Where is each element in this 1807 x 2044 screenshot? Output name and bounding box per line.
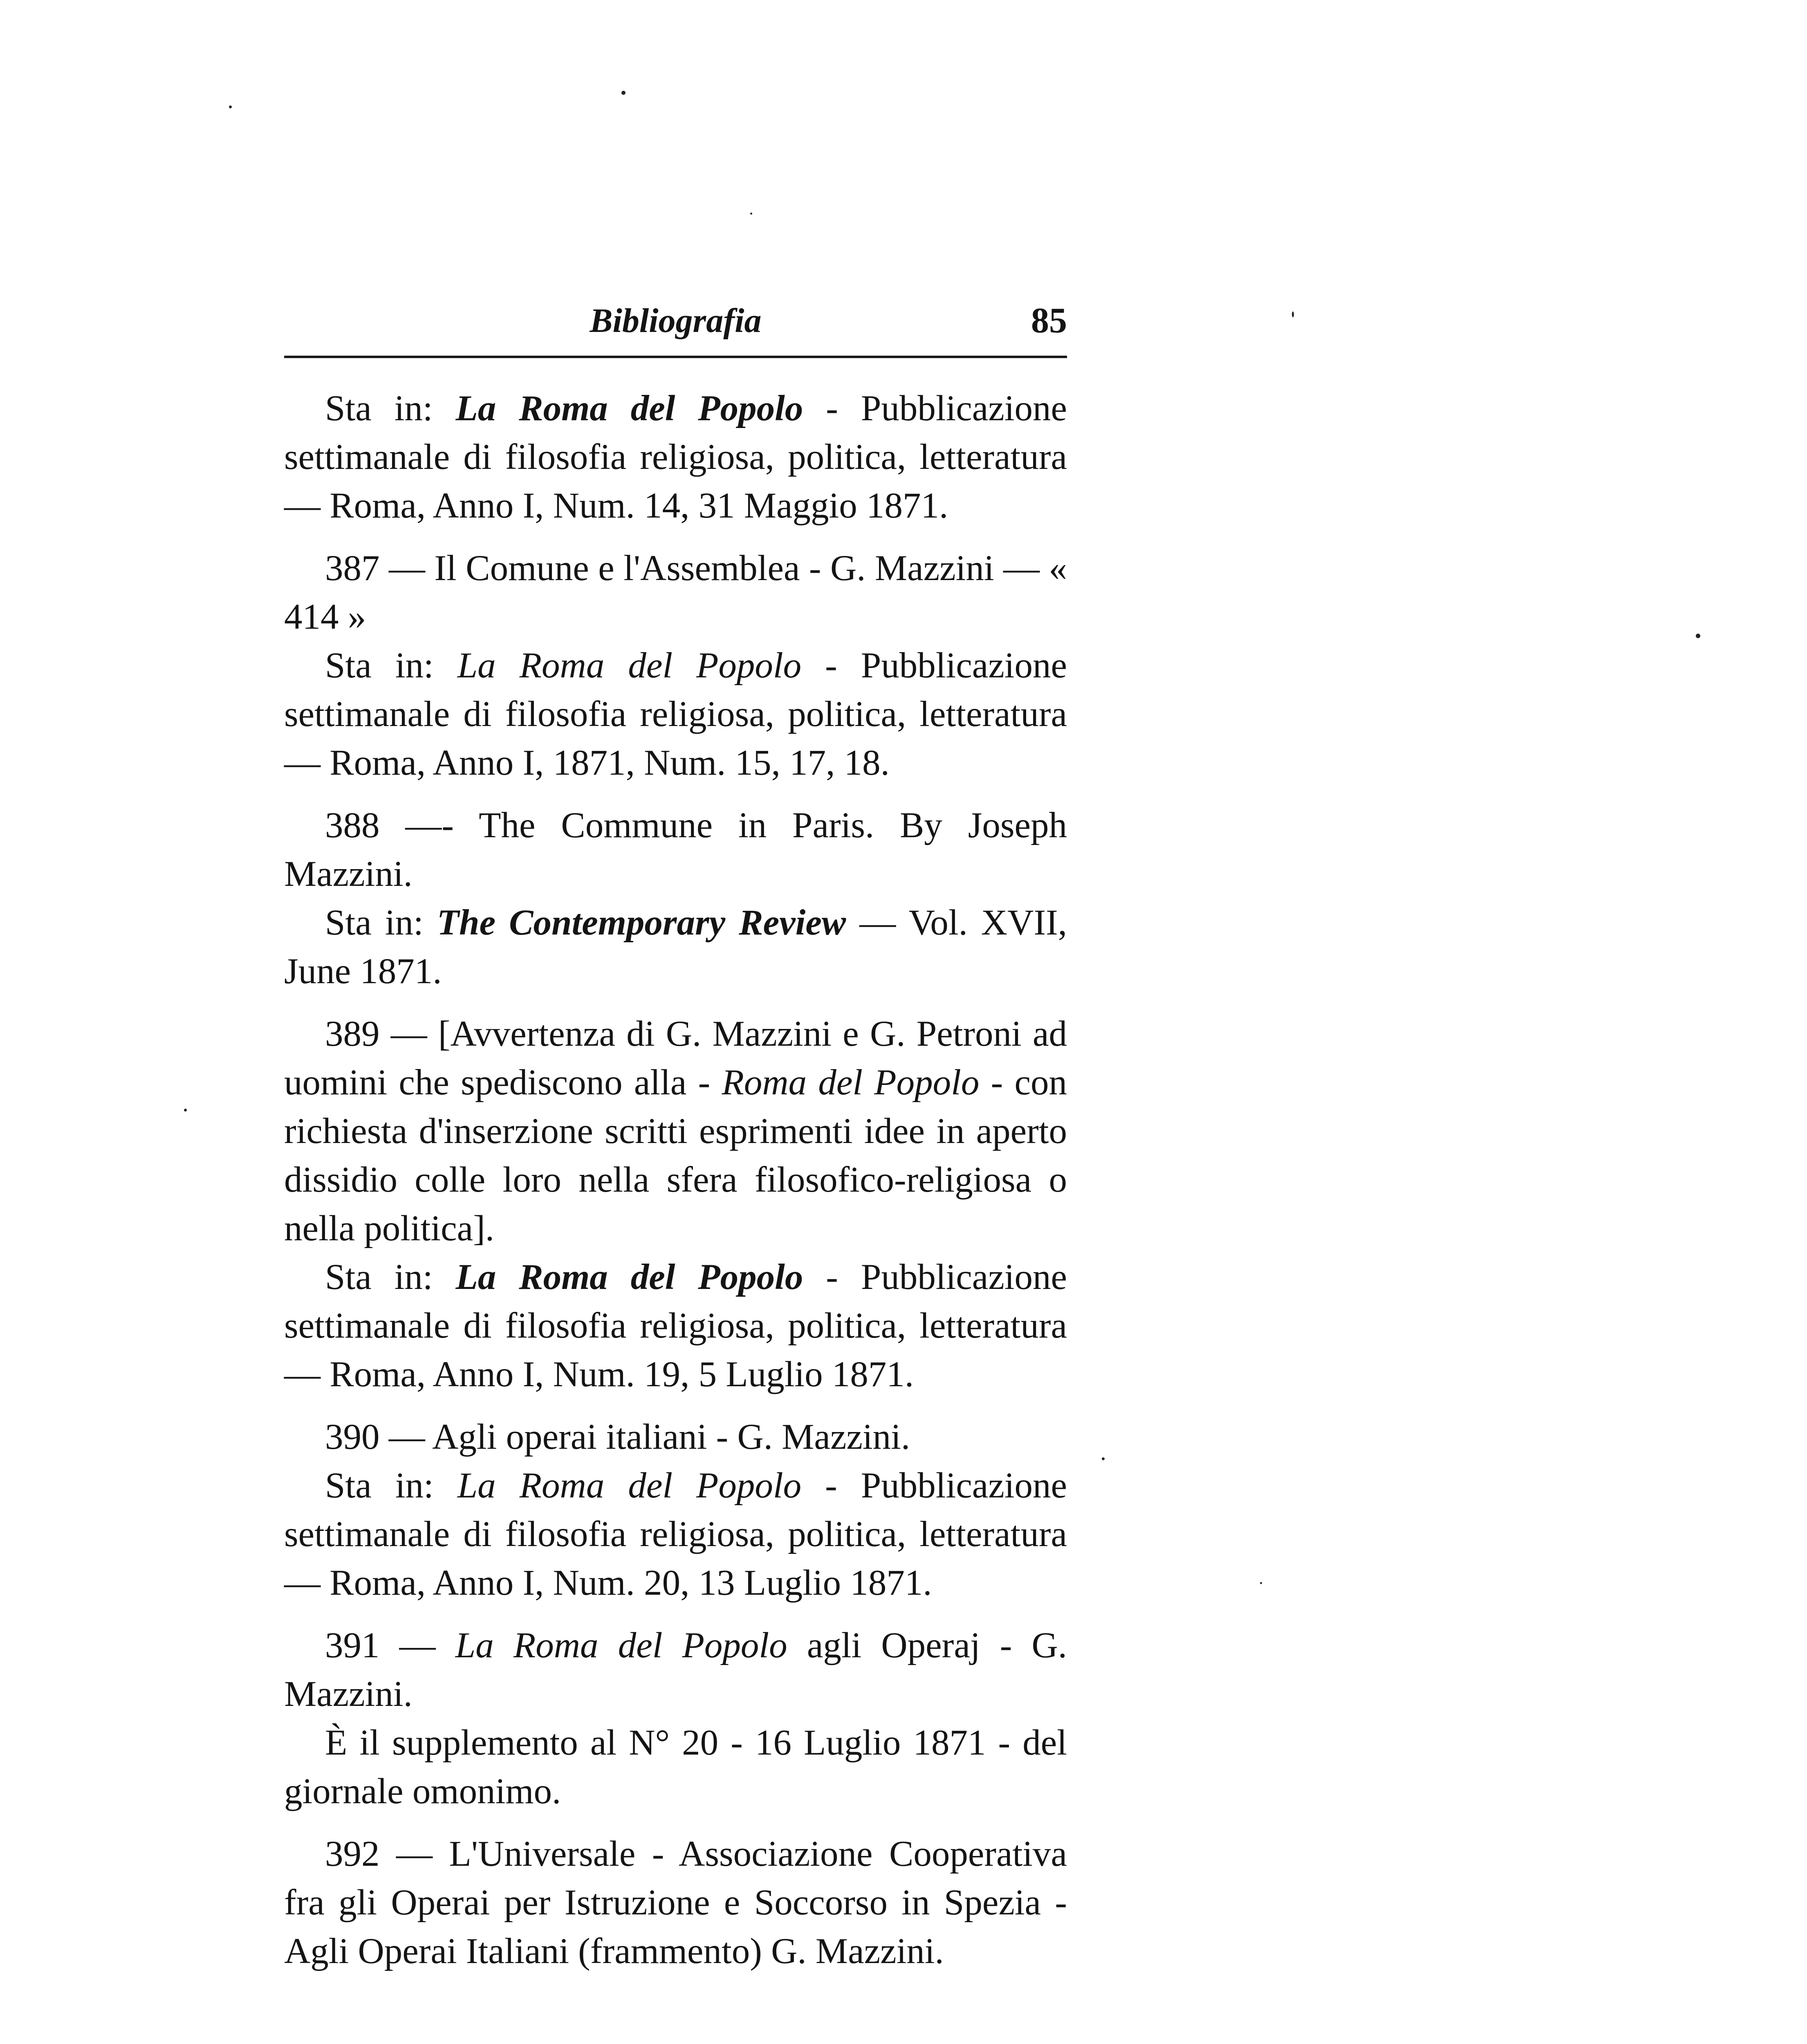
entry-heading: [284, 544, 1067, 641]
bibliography-entry-390: [284, 1413, 1067, 1607]
scan-speck: [621, 91, 626, 95]
entry-title: — Il Comune e l'Assemblea - G. Mazzini — « 414 »: [284, 548, 1067, 637]
entry-number: 388: [325, 805, 380, 845]
source-details: - Pubblicazione settimanale di filosofia religiosa, politica, letteratura — Roma, Anno I, Num. 20, 13 Luglio 1871.: [284, 1466, 1067, 1603]
source-prefix: Sta in:: [325, 645, 457, 686]
periodical-title: La Roma del Popolo: [457, 1466, 802, 1506]
entry-heading: [284, 1830, 1067, 1976]
note-line: [284, 1719, 1067, 1816]
entry-number: 387: [325, 548, 380, 588]
bibliography-entry-387: [284, 544, 1067, 787]
entry-title-italic: Roma del Popolo: [722, 1062, 980, 1103]
source-details: - Pubblicazione settimanale di filosofia religiosa, politica, letteratura — Roma, Anno I, Num. 14, 31 Maggio 1871.: [284, 388, 1067, 526]
periodical-title: La Roma del Popolo: [455, 388, 803, 428]
scan-speck: [750, 213, 752, 215]
source-line: [284, 384, 1067, 530]
entry-number: 391: [325, 1625, 380, 1665]
bibliography-body: [284, 384, 1067, 1990]
scan-speck: [1102, 1457, 1105, 1460]
entry-number: 392: [325, 1834, 380, 1874]
entry-heading: [284, 1010, 1067, 1253]
scan-speck: [1696, 634, 1700, 638]
entry-title: — [Avvertenza di G. Mazzini e G. Petroni ad uomini che spediscono alla -: [284, 1014, 1067, 1103]
bibliography-entry-continued: [284, 384, 1067, 530]
entry-number: 390: [325, 1417, 380, 1457]
entry-title-rest: agli Operaj - G. Mazzini.: [284, 1625, 1067, 1714]
scan-speck: [229, 105, 232, 108]
source-details: - Pubblicazione settimanale di filosofia religiosa, politica, letteratura — Roma, Anno I, Num. 19, 5 Luglio 1871.: [284, 1257, 1067, 1394]
source-details: — Vol. XVII, June 1871.: [284, 903, 1067, 991]
source-prefix: Sta in:: [325, 903, 437, 943]
source-prefix: Sta in:: [325, 1257, 456, 1297]
bibliography-entry-389: [284, 1010, 1067, 1399]
bibliography-entry-391: [284, 1621, 1067, 1816]
entry-title: — L'Universale - Associazione Cooperativa fra gli Operai per Istruzione e Soccorso in Spezia - Agli Operai Italiani (frammento) G. Mazzini.: [284, 1834, 1067, 1971]
running-header: [284, 298, 1067, 360]
source-line: [284, 641, 1067, 787]
entry-heading: [284, 801, 1067, 899]
source-line: [284, 1253, 1067, 1399]
source-details: - Pubblicazione settimanale di filosofia religiosa, politica, letteratura — Roma, Anno I, 1871, Num. 15, 17, 18.: [284, 645, 1067, 783]
entry-heading: [284, 1413, 1067, 1461]
entry-title-italic: La Roma del Popolo: [455, 1625, 787, 1665]
entry-title-rest: - con richiesta d'inserzione scritti esprimenti idee in aperto dissidio colle loro nella sfera filosofico-religiosa o nella politica].: [284, 1062, 1067, 1248]
bibliography-entry-392: [284, 1830, 1067, 1976]
bibliography-entry-388: [284, 801, 1067, 996]
running-title: Bibliografia: [590, 302, 762, 340]
header-rule: [284, 356, 1067, 358]
entry-title: — Agli operai italiani - G. Mazzini.: [379, 1417, 910, 1457]
entry-heading: [284, 1621, 1067, 1719]
entry-title: —: [379, 1625, 455, 1665]
entry-number: 389: [325, 1014, 380, 1054]
scan-speck: [184, 1109, 187, 1112]
source-line: [284, 1461, 1067, 1607]
page-number: 85: [1031, 301, 1067, 341]
periodical-title: La Roma del Popolo: [457, 645, 802, 686]
entry-title: —- The Commune in Paris. By Joseph Mazzini.: [284, 805, 1067, 894]
note-text: È il supplemento al N° 20 - 16 Luglio 1871 - del giornale omonimo.: [284, 1723, 1067, 1811]
source-line: [284, 899, 1067, 996]
periodical-title: La Roma del Popolo: [455, 1257, 803, 1297]
source-prefix: Sta in:: [325, 388, 456, 428]
scan-speck: [1260, 1582, 1262, 1584]
scan-speck: [1292, 312, 1294, 317]
source-prefix: Sta in:: [325, 1466, 457, 1506]
periodical-title: The Contemporary Review: [437, 903, 846, 943]
